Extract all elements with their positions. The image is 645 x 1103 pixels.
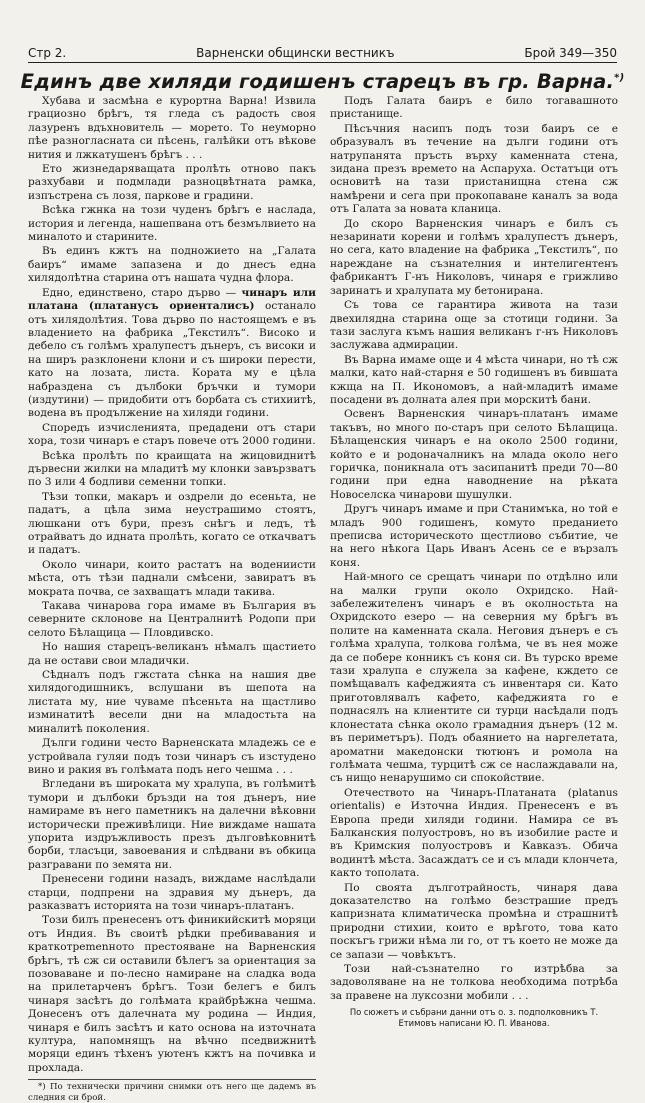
article-title-text: Единъ две хиляди годишенъ старецъ въ гр. Варна. xyxy=(20,70,615,93)
paragraph: Въ Варна имаме още и 4 мѣста чинари, но тѣ сж малки, като най-старня е 50 годишенъ въ бившата кжща на П. Икономовъ, а най-младитѣ имаме посадени въ долната алея при морскитѣ бани. xyxy=(330,353,618,406)
article-title xyxy=(0,70,645,93)
paragraph: Сѣдналъ подъ гжстата сѣнка на нашия две хилядогодишникъ, вслушани въ шепота на листата му, ние чуваме пѣсеньта на щастливо изминатитѣ весели дни на младостьта на миналитѣ поколения. xyxy=(28,669,316,735)
paragraph: Всѣка гжнка на този чуденъ брѣгъ е наслада, история и легенда, нашепвана отъ безмълвието на миналото и старините. xyxy=(28,204,316,244)
right-column xyxy=(330,95,618,1028)
paragraph: Подъ Галата баиръ е било тогавашното пристанище. xyxy=(330,95,618,121)
paragraph: Вгледани въ широката му хралупа, въ голѣмитѣ тумори и дълбоки бръзди на тоя дънеръ, ние намираме въ него паметникъ на далечни вѣковни исторически преживѣлици. Ние виждаме нашата упорита издръжливость презъ дълговѣковнитѣ борби, тласъци, завоевания и слѣдвани въ обкица разгравани по земята ни. xyxy=(28,778,316,871)
paragraph: Споредъ изчисленията, предадени отъ стари хора, този чинаръ е старъ повече отъ 2000 години. xyxy=(28,421,316,448)
paragraph: Най-многo се срещатъ чинари по отдѣлно или на малки групи около Охридско. Най-забележителенъ чинаръ е въ околностьта на Охридското езеро — на северния му брѣгъ въ полите на каменната скала. Неговия дънеръ е съ голѣма хралупа, толкова голѣма, че въ нея може да се побере конникъ съ коня си. Въ турско време тази хралупа е служела за кафене, кждето се помѣщавалъ кафеджията съ инвентаря си. Като приготовлявалъ кафето, кафеджията го е поднасялъ на клиентите си турци наcѣдали подъ клонестата сѣнка около грамадния дънеръ (12 м. въ периметъръ). Подъ обаянието на наргелетата, ароматни македонски тютюнъ и ромола на голѣмата чешма, турцитѣ сж се наслаждавали на, съ нищо ненарушимо си спокойствие. xyxy=(330,571,618,785)
page-number: Стр 2. xyxy=(28,46,67,60)
newspaper-name: Варненски общински вестникъ xyxy=(196,46,395,60)
issue-number: Брой 349—350 xyxy=(524,46,617,60)
author-signoff: По сюжетъ и събрани данни отъ о. з. подполковникъ Т. Етимовъ написани Ю. П. Иванова. xyxy=(349,1007,599,1028)
paragraph: По своята дълготрайность, чинаря дава доказателство на голѣмо безстрашие предъ капризната климатическа промѣна и страшнитѣ природни стихии, които е врѣгото, това като поскъгъ грижи нѣма ли го, от тъ което не може да се запази — човѣкътъ. xyxy=(330,881,618,961)
footnote: *) По технически причини снимки отъ него ще дадемъ въ следния си брой. xyxy=(28,1079,316,1103)
paragraph: Ето жизнедаряващата пролѣть отново пакъ разхубави и подмлади разноцвѣтната рамка, изпъстрена съ лозя, паркове и градини. xyxy=(28,163,316,202)
title-footnote-mark: *) xyxy=(614,72,625,84)
paragraph: Освенъ Варненския чинаръ-платанъ имаме такъвъ, но много по-старъ при селото Бѣлащица. Бѣлащенския чинаръ е на около 2500 години, който е и родоначалникъ на млада около него горичка, поникнала отъ засипанитѣ преди 70—80 години при една наводнение на рѣката Новоселска чинарови шушулки. xyxy=(330,408,618,501)
paragraph: Едно, единствено, старо дърво — чинаръ или платана (платанусъ ориенталисъ) останало отъ хилядолѣтия. Това дърво по настоящемъ е въ владението на фабрика „Текстилъ“. Високо и дебело съ голѣмъ хралупестъ дънеръ, съ високи и на ширъ разклонени клони и съ широки перести, като на лозата, листа. Кората му е цѣла набраздена съ дълбоки бръчки и тумори (издутини) — придобити отъ борбата съ стихиитѣ, водена въ продължение на хиляди години. xyxy=(28,286,316,420)
paragraph: Другъ чинаръ имаме и при Станимъка, но той е младъ 900 годишенъ, комуто преданието преписва историческото щестлиово събитие, че на него нѣкога Царь Иванъ Асень се е вързалъ коня. xyxy=(330,503,618,569)
paragraph: Такава чинарова гора имаме въ България въ северните склонове на Централнитѣ Родопи при селото Бѣлащица — Пловдивско. xyxy=(28,600,316,639)
paragraph: До скоро Варненския чинаръ е билъ съ незаринати корени и голѣмъ хралупестъ дънеръ, но сега, като владение на фабрика „Текстилъ“, по нареждане на съзнателния и интелигентенъ фабрикантъ Г-нъ Николовъ, чинаря е грижливо заринатъ и хралупата му бетонирана. xyxy=(330,217,618,297)
paragraph: Този билъ пренесенъ отъ финикийскитѣ моряци отъ Индия. Въ своитѣ рѣдки пребивавания и краткотрemenното престояване на Варненския брѣгъ, тѣ сж си оставили бѣлегъ за ориентация за позоваване и по-лесно намиране на сладка вода на прилетарченъ брѣгъ. Този белегъ е билъ чинаря засѣтъ до голѣмата крайбрѣжна чешма. Донесенъ отъ далечната му родина — Индия, чинаря е билъ засѣтъ и като основа на източната култура, напомнящъ на вѣчно пседвижнитѣ моряци единъ тѣхенъ уютенъ кжтъ на почивка и прохлада. xyxy=(28,914,316,1074)
emphasized-term: чинаръ или платана (платанусъ ориенталисъ) xyxy=(28,286,316,313)
paragraph: Хубава и засмѣна е курортна Варна! Извила грациозно брѣгъ, тя гледа съ радость своя лазуренъ вдъхновитель — морето. То неуморно пѣе разногласната си пѣсень, галѣйки отъ вѣкове нития и лжкатушенъ брѣгъ . . . xyxy=(28,95,316,161)
page-header xyxy=(28,40,617,63)
paragraph: Всѣка пролѣть по краищата на жицовиднитѣ дървесни жилки на младитѣ му клонки завързватъ по 3 или 4 бодливи семенни топки. xyxy=(28,449,316,489)
paragraph: Съ това се гарантира живота на тази двехилядна старина още за стотици години. За тази заслуга къмъ нашия великанъ г-нъ Николовъ заслужава адмирации. xyxy=(330,299,618,352)
paragraph: Отечеството на Чинаръ-Платаната (platanus orientalis) е Източна Индия. Пренесенъ е въ Европа преди хиляди години. Намира се въ Балканския полуостровъ, но въ изобилие расте и въ Кримския полуостровъ и Кавказъ. Обича водинтѣ мѣста. Засаждатъ се и съ млади клончета, както тополата. xyxy=(330,786,618,880)
paragraph: Този най-съзнателно го изтрѣбва за задоволяване на не толкова необходима потрѣба за правене на луксозни мобили . . . xyxy=(330,963,618,1002)
paragraph: Дълги години честo Варненската младежь се е устройвала гуляи подъ този чинаръ съ изстудено вино и ракия въ голѣмата подъ него чешма . . . xyxy=(28,737,316,776)
paragraph: Тѣзи топки, макаръ и оздрели до есеньта, не падатъ, а цѣла зима неустрашимо стоятъ, люшкани отъ бури, презъ снѣгъ и ледъ, тѣ отрайватъ до идната пролѣть, когато се откачватъ и падатъ. xyxy=(28,490,316,557)
paragraph: Пренесени години назадъ, виждаме наслѣдали старци, подпрени на здравия му дънеръ, да разказватъ историята на този чинаръ-платанъ. xyxy=(28,873,316,912)
paragraph: Пѣсъчния насипъ подъ този баиръ се е образувалъ въ течение на дълги години отъ натрупанята пръсть върху каменната стена, зидана презъ времето на Аспаруха. Остатъци отъ основитѣ на тази пристанищна стена сж намѣрени и сега при прокопаване каналъ за вода отъ Галата за новата кланица. xyxy=(330,122,618,216)
left-column xyxy=(28,95,316,1103)
paragraph: Въ единъ кжтъ на подножието на „Галата баиръ“ имаме запазена и до днесъ една хилядолѣтна старина отъ нашата чудна флора. xyxy=(28,245,316,285)
paragraph: Около чинари, които растатъ на водениисти мѣста, отъ тѣзи паднали смѣсени, завиратъ въ мократа почва, се захващатъ млади такива. xyxy=(28,558,316,598)
article-body xyxy=(28,95,618,1103)
paragraph: Но нашия старецъ-великанъ нѣмалъ щастието да не остави свои младички. xyxy=(28,641,316,667)
